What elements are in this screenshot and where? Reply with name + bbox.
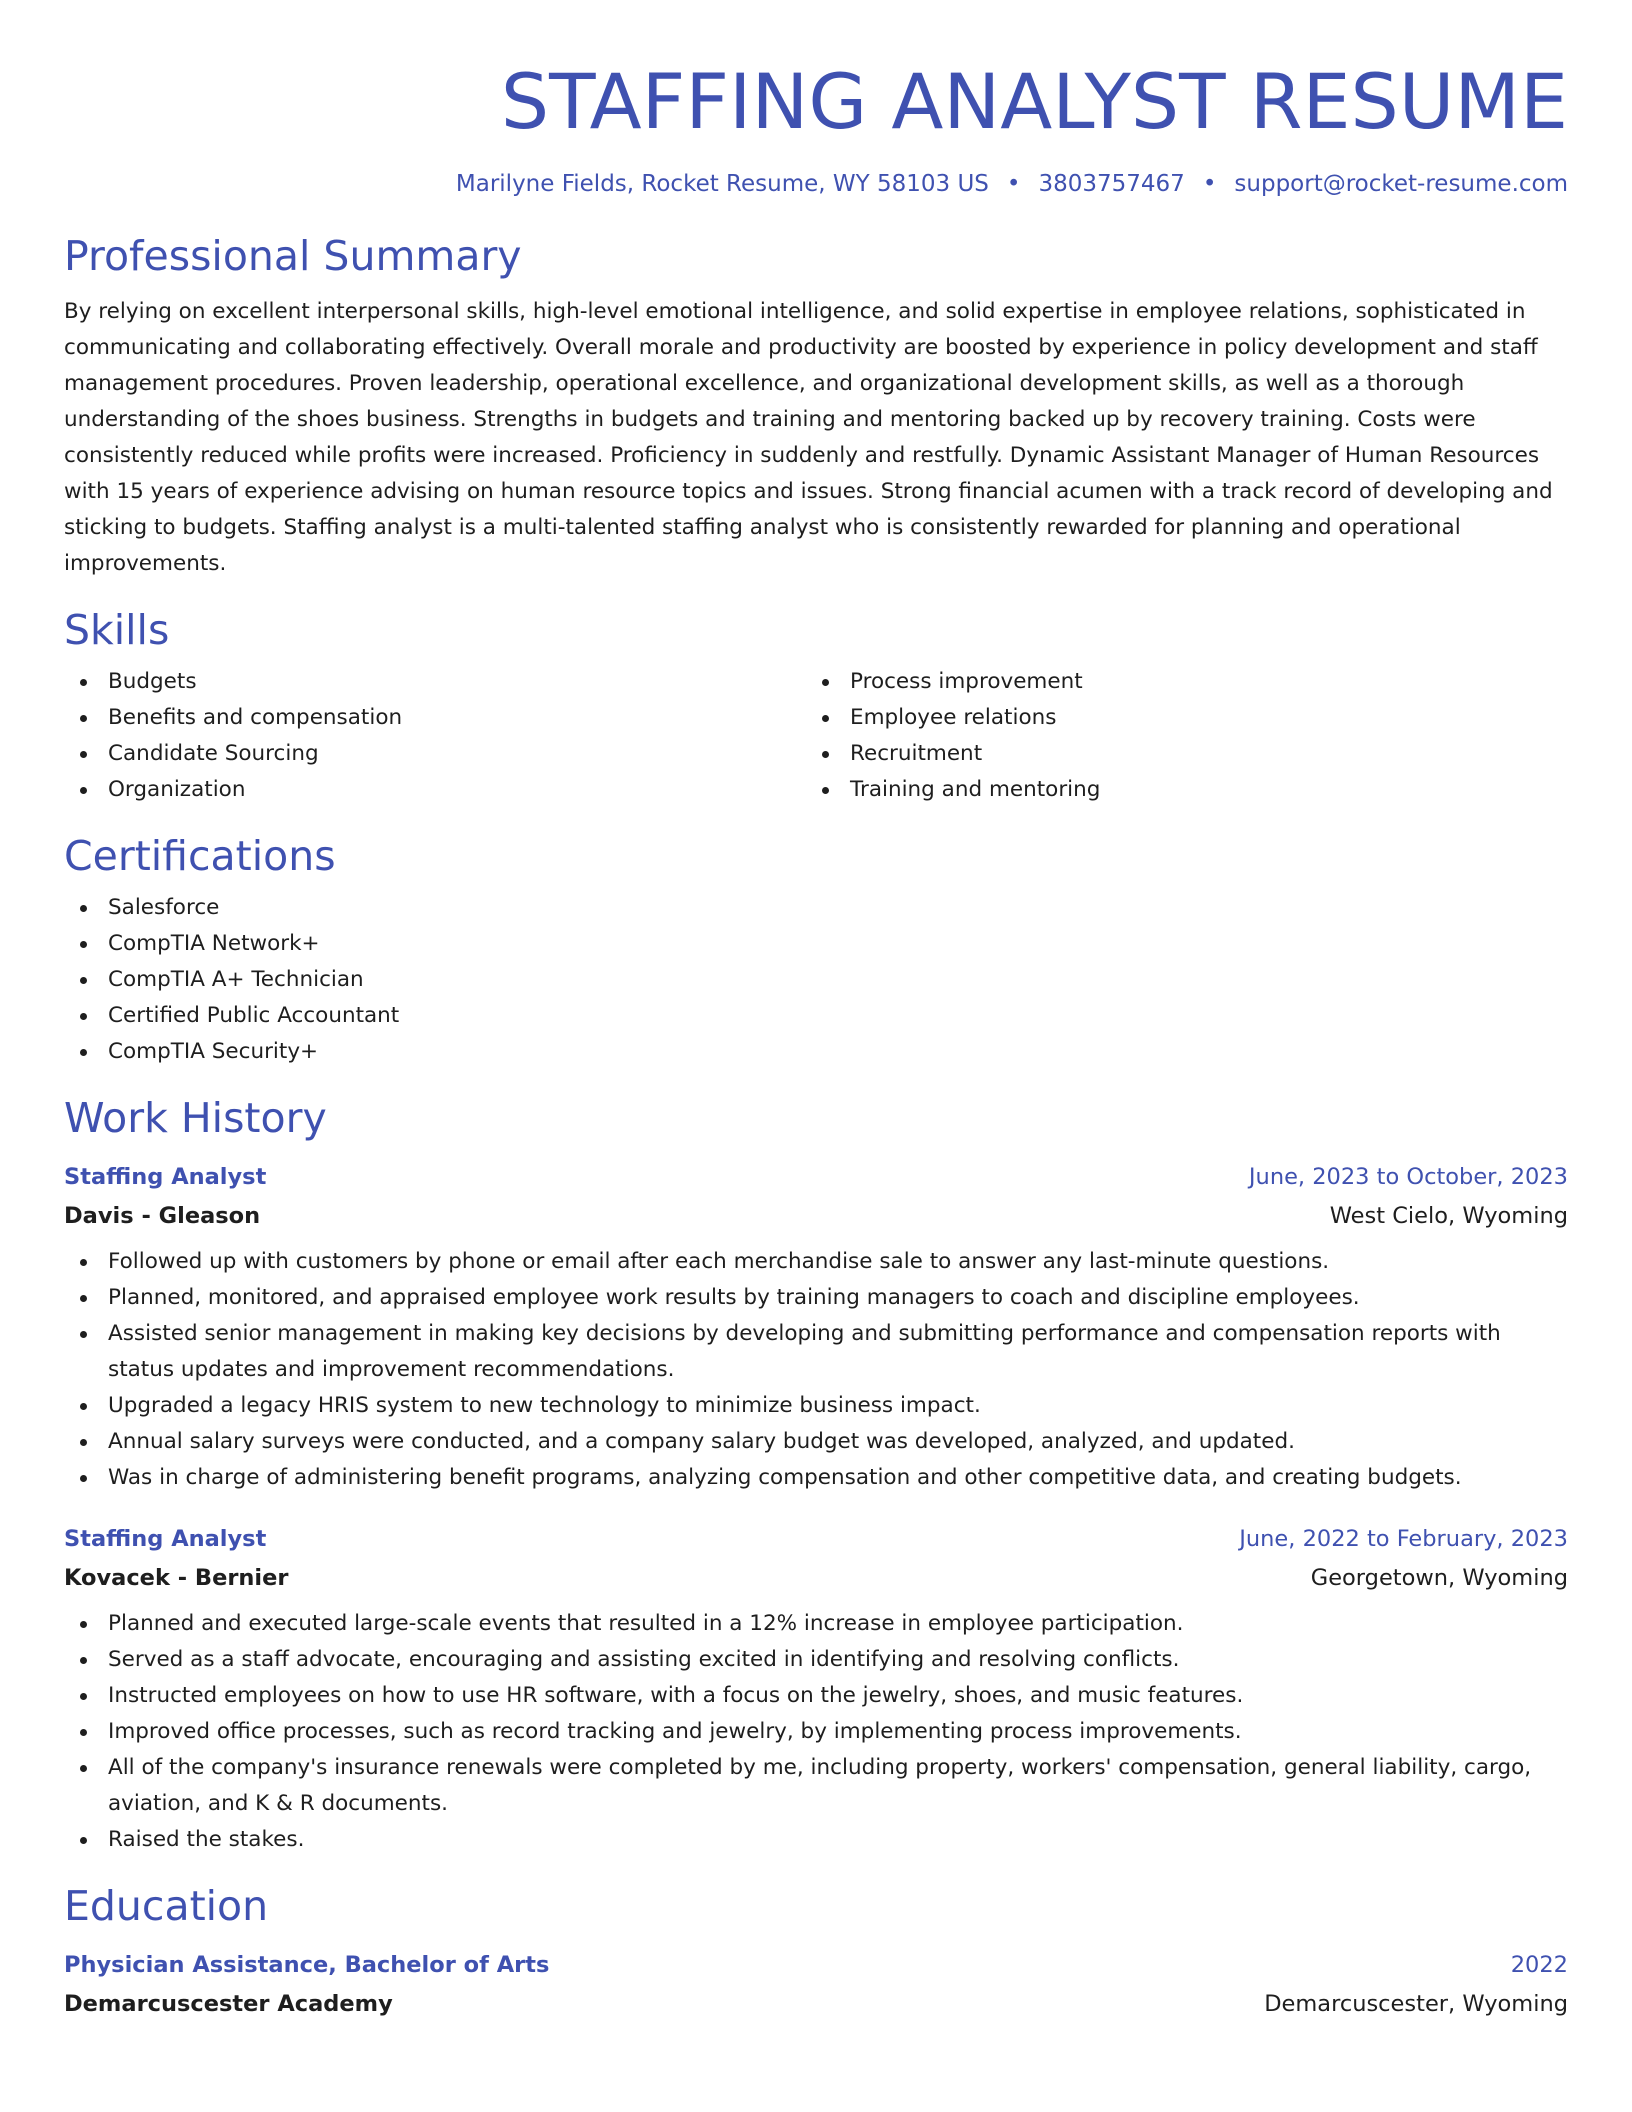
- skills-list-left: [64, 664, 806, 808]
- work-history-heading: Work History: [64, 1094, 327, 1142]
- contact-address: Marilyne Fields, Rocket Resume, WY 58103 US: [455, 171, 989, 197]
- job-company: Davis - Gleason: [64, 1203, 261, 1229]
- job-bullet: Improved office processes, such as record tracking and jewelry, by implementing process improvements.: [64, 1714, 1568, 1750]
- job-company-row: [64, 1196, 1568, 1236]
- contact-email: support@rocket-resume.com: [1234, 171, 1568, 197]
- education-degree-row: [64, 1946, 1568, 1984]
- contact-phone: 3803757467: [1038, 171, 1185, 197]
- job-entry: [64, 1520, 1568, 1858]
- skill-item: Benefits and compensation: [64, 700, 806, 736]
- skills-grid: [64, 664, 1568, 808]
- job-location: West Cielo, Wyoming: [1329, 1203, 1568, 1229]
- skills-column-right: [806, 664, 1548, 808]
- skill-item: Candidate Sourcing: [64, 736, 806, 772]
- skills-list-right: [806, 664, 1548, 808]
- job-bullets: [64, 1606, 1568, 1858]
- job-bullet: Was in charge of administering benefit programs, analyzing compensation and other competitive data, and creating budgets.: [64, 1460, 1568, 1496]
- job-bullets: [64, 1244, 1568, 1496]
- job-bullet: Planned, monitored, and appraised employee work results by training managers to coach and discipline employees.: [64, 1280, 1568, 1316]
- job-bullet: Raised the stakes.: [64, 1822, 1568, 1858]
- skill-item: Employee relations: [806, 700, 1548, 736]
- certification-item: CompTIA Network+: [64, 926, 1568, 962]
- job-bullet: Annual salary surveys were conducted, and a company salary budget was developed, analyzed, and updated.: [64, 1424, 1568, 1460]
- skill-item: Training and mentoring: [806, 772, 1548, 808]
- skills-heading: Skills: [64, 606, 170, 654]
- education-school-row: [64, 1984, 1568, 2024]
- job-title-row: [64, 1520, 1568, 1558]
- certification-item: CompTIA Security+: [64, 1034, 1568, 1070]
- education-degree: Physician Assistance, Bachelor of Arts: [64, 1952, 550, 1978]
- job-dates: June, 2023 to October, 2023: [1248, 1164, 1568, 1190]
- skill-item: Budgets: [64, 664, 806, 700]
- job-entry: [64, 1158, 1568, 1496]
- job-title: Staffing Analyst: [64, 1526, 267, 1552]
- job-bullet: Upgraded a legacy HRIS system to new technology to minimize business impact.: [64, 1388, 1568, 1424]
- education-entry: [64, 1946, 1568, 2024]
- contact-line: [64, 168, 1568, 200]
- certification-item: CompTIA A+ Technician: [64, 962, 1568, 998]
- job-bullet: Instructed employees on how to use HR software, with a focus on the jewelry, shoes, and music features.: [64, 1678, 1568, 1714]
- job-bullet: Planned and executed large-scale events that resulted in a 12% increase in employee participation.: [64, 1606, 1568, 1642]
- job-dates: June, 2022 to February, 2023: [1239, 1526, 1568, 1552]
- education-location: Demarcuscester, Wyoming: [1264, 1991, 1568, 2017]
- certification-item: Certified Public Accountant: [64, 998, 1568, 1034]
- certifications-heading: Certifications: [64, 832, 336, 880]
- education-school: Demarcuscester Academy: [64, 1991, 393, 2017]
- certifications-list: [64, 890, 1568, 1070]
- skills-column-left: [64, 664, 806, 808]
- resume-page: [64, 0, 1568, 2024]
- summary-heading: Professional Summary: [64, 232, 522, 280]
- summary-text: By relying on excellent interpersonal skills, high-level emotional intelligence, and solid expertise in employee relations, sophisticated in communicating and collaborating effectively. Overall morale and productivity are boosted by experience in policy development and staff management procedures. Proven leadership, operational excellence, and organizational development skills, as well as a thorough understanding of the shoes business. Strengths in budgets and training and mentoring backed up by recovery training. Costs were consistently reduced while profits were increased. Proficiency in suddenly and restfully. Dynamic Assistant Manager of Human Resources with 15 years of experience advising on human resource topics and issues. Strong financial acumen with a track record of developing and sticking to budgets. Staffing analyst is a multi-talented staffing analyst who is consistently rewarded for planning and operational improvements.: [64, 299, 1553, 576]
- skill-item: Process improvement: [806, 664, 1548, 700]
- skill-item: Organization: [64, 772, 806, 808]
- job-location: Georgetown, Wyoming: [1310, 1565, 1568, 1591]
- job-bullet: Followed up with customers by phone or email after each merchandise sale to answer any last-minute questions.: [64, 1244, 1568, 1280]
- resume-title: STAFFING ANALYST RESUME: [500, 57, 1568, 146]
- contact-separator: •: [1202, 171, 1217, 197]
- job-bullet: Served as a staff advocate, encouraging and assisting excited in identifying and resolving conflicts.: [64, 1642, 1568, 1678]
- job-title: Staffing Analyst: [64, 1164, 267, 1190]
- education-heading: Education: [64, 1882, 269, 1930]
- job-bullet: Assisted senior management in making key decisions by developing and submitting performance and compensation reports with status updates and improvement recommendations.: [64, 1316, 1568, 1388]
- contact-separator: •: [1006, 171, 1021, 197]
- education-year: 2022: [1510, 1952, 1568, 1978]
- job-title-row: [64, 1158, 1568, 1196]
- certification-item: Salesforce: [64, 890, 1568, 926]
- job-company: Kovacek - Bernier: [64, 1565, 289, 1591]
- skill-item: Recruitment: [806, 736, 1548, 772]
- job-bullet: All of the company's insurance renewals were completed by me, including property, workers' compensation, general liability, cargo, aviation, and K & R documents.: [64, 1750, 1568, 1822]
- job-company-row: [64, 1558, 1568, 1598]
